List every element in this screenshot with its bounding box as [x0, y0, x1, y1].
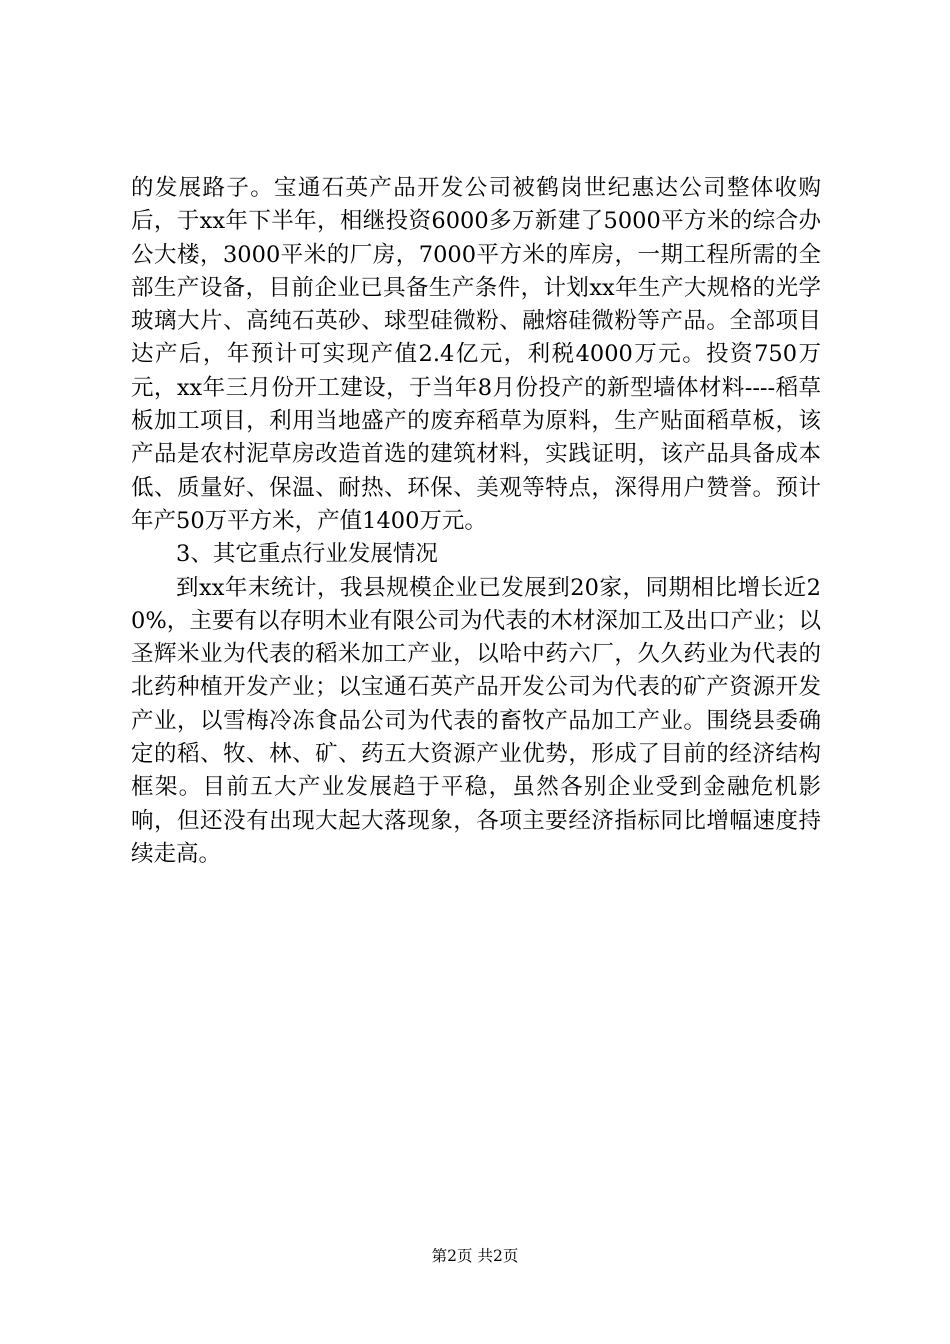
page-number-footer: 第2页 共2页: [431, 1247, 519, 1265]
section-heading: 3、其它重点行业发展情况: [176, 541, 438, 568]
document-body: [131, 172, 821, 871]
paragraph-continuation: 的发展路子。宝通石英产品开发公司被鹤岗世纪惠达公司整体收购后，于xx年下半年，相继投资6000多万新建了5000平方米的综合办公大楼，3000平米的厂房，7000平方米的库房，一期工程所需的全部生产设备，目前企业已具备生产条件，计划xx年生产大规格的光学玻璃大片、高纯石英砂、球型硅微粉、融熔硅微粉等产品。全部项目达产后，年预计可实现产值2.4亿元，利税4000万元。投资750万元，xx年三月份开工建设，于当年8月份投产的新型墙体材料----稻草板加工项目，利用当地盛产的废弃稻草为原料，生产贴面稻草板，该产品是农村泥草房改造首选的建筑材料，实践证明，该产品具备成本低、质量好、保温、耐热、环保、美观等特点，深得用户赞誉。预计年产50万平方米，产值1400万元。: [131, 175, 821, 534]
paragraph-industry-overview: 到xx年末统计，我县规模企业已发展到20家，同期相比增长近20%，主要有以存明木业有限公司为代表的木材深加工及出口产业；以圣辉米业为代表的稻米加工产业，以哈中药六厂，久久药业为代表的北药种植开发产业；以宝通石英产品开发公司为代表的矿产资源开发产业，以雪梅冷冻食品公司为代表的畜牧产品加工产业。围绕县委确定的稻、牧、林、矿、药五大资源产业优势，形成了目前的经济结构框架。目前五大产业发展趋于平稳，虽然各别企业受到金融危机影响，但还没有出现大起大落现象，各项主要经济指标同比增幅速度持续走高。: [131, 574, 821, 867]
